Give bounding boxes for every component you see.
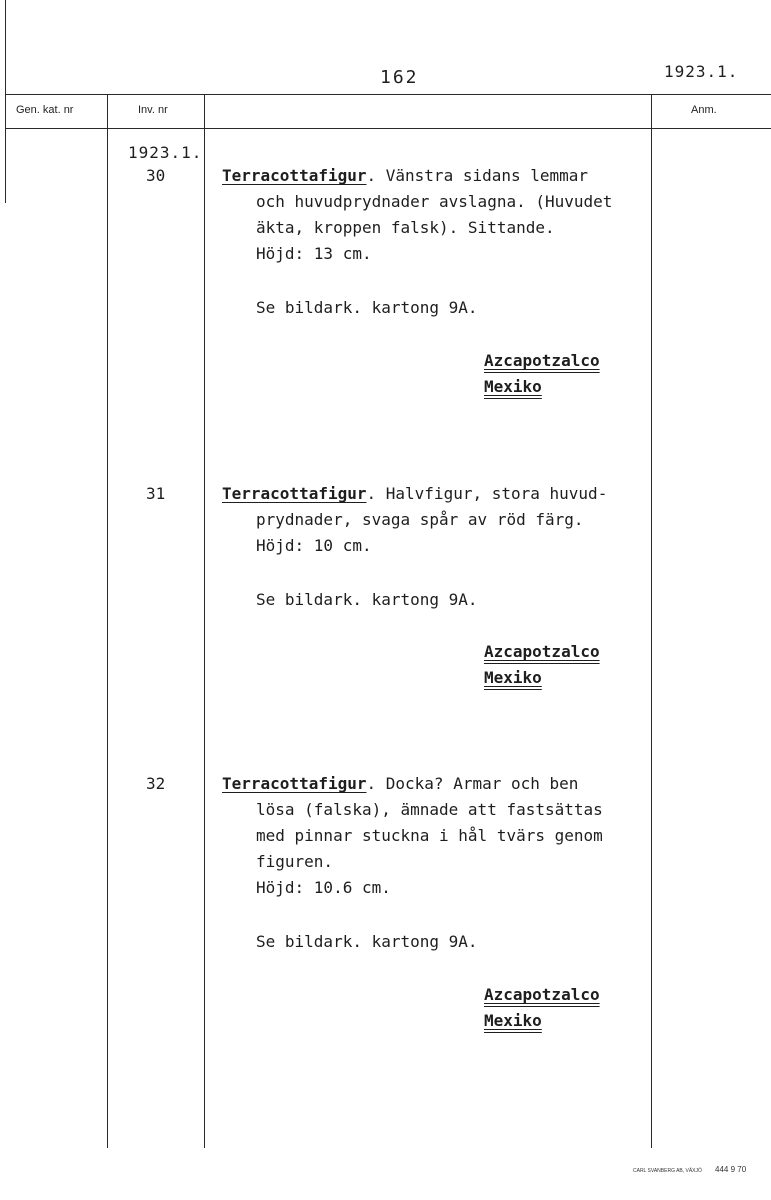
entry-place: Azcapotzalco [484,351,600,370]
entry-description-line: lösa (falska), ämnade att fastsättas [256,800,603,819]
entry-place: Azcapotzalco [484,985,600,1004]
entry-height: Höjd: 10.6 cm. [256,878,391,897]
entry-reference: Se bildark. kartong 9A. [256,298,478,317]
entry-title: Terracottafigur [222,166,367,185]
entry-country: Mexiko [484,377,542,396]
series-label: 1923.1. [128,143,203,162]
inv-number: 30 [146,166,166,185]
column-rule-1 [107,95,108,1148]
header-top-rule [5,94,771,95]
left-margin-rule [5,0,6,203]
entry-reference: Se bildark. kartong 9A. [256,590,478,609]
column-rule-2 [204,95,205,1148]
entry-first-line: . Docka? Armar och ben [366,774,579,793]
column-header-gen-kat-nr: Gen. kat. nr [16,104,74,116]
entry-height: Höjd: 10 cm. [256,536,372,555]
entry-description-line: prydnader, svaga spår av röd färg. [256,510,584,529]
form-code: 444 9 70 [715,1165,747,1174]
page-number: 162 [380,67,419,88]
entry-height: Höjd: 13 cm. [256,244,372,263]
column-rule-3 [651,95,652,1148]
column-header-anm: Anm. [691,104,717,116]
entry-description-line: och huvudprydnader avslagna. (Huvudet [256,192,613,211]
entry-first-line: . Vänstra sidans lemmar [366,166,589,185]
column-header-inv-nr: Inv. nr [138,104,168,116]
entry-description-line: med pinnar stuckna i hål tvärs genom [256,826,603,845]
entry-description-line: figuren. [256,852,334,871]
printer-imprint: CARL SVANBERG AB, VÄXJÖ [633,1168,702,1174]
entry-first-line: . Halvfigur, stora huvud- [366,484,608,503]
entry-title: Terracottafigur [222,774,367,793]
inv-number: 32 [146,774,166,793]
entry-title: Terracottafigur [222,484,367,503]
series-header: 1923.1. [664,62,739,81]
entry-description-line: äkta, kroppen falsk). Sittande. [256,218,555,237]
entry-country: Mexiko [484,1011,542,1030]
entry-country: Mexiko [484,668,542,687]
entry-place: Azcapotzalco [484,642,600,661]
entry-reference: Se bildark. kartong 9A. [256,932,478,951]
header-bottom-rule [5,128,771,129]
inv-number: 31 [146,484,166,503]
